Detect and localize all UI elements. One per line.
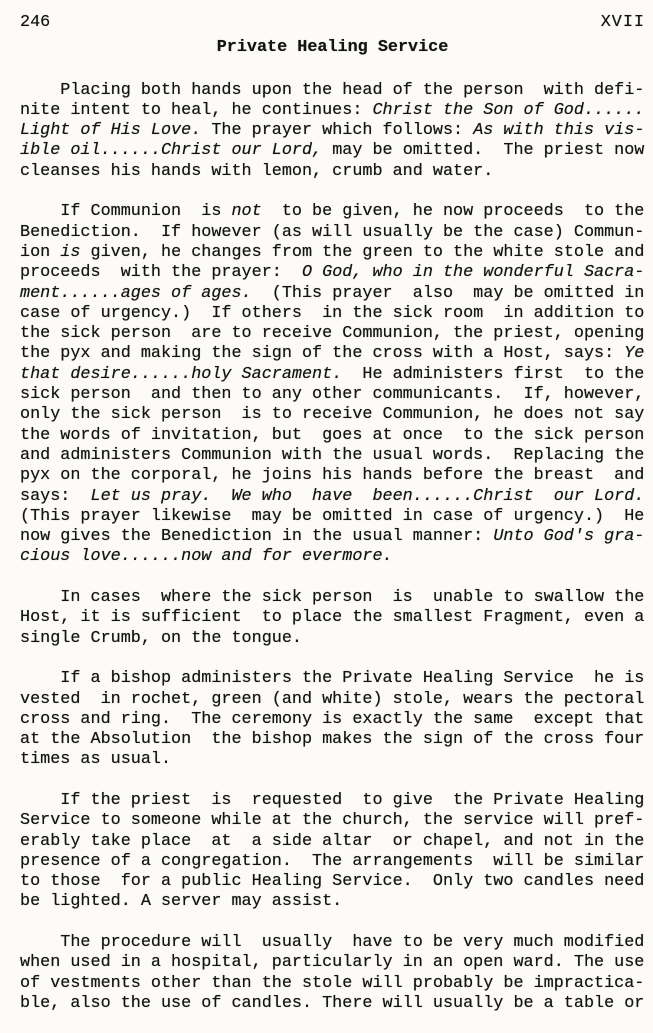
document-body <box>20 81 647 1015</box>
text-line <box>20 892 647 912</box>
italic-text-segment: is <box>60 242 81 262</box>
page-title: Private Healing Service <box>216 38 449 58</box>
italic-text-segment: that desire......holy Sacrament. <box>20 364 343 384</box>
text-line <box>20 750 647 770</box>
text-segment: the pyx and making the sign of the cross with a Host, says: <box>20 344 625 364</box>
text-line <box>20 466 647 486</box>
italic-text-segment: Christ the Son of God...... <box>372 100 645 120</box>
text-line <box>20 791 647 811</box>
text-segment: single Crumb, on the tongue. <box>20 628 302 648</box>
text-line <box>20 162 647 182</box>
text-segment: erably take place at a side altar or chapel, and not in the <box>20 831 645 851</box>
text-segment: of vestments other than the stole will probably be impractica- <box>20 973 645 993</box>
text-line <box>20 974 647 994</box>
page-number: 246 <box>20 13 51 32</box>
text-segment: pyx on the corporal, he joins his hands before the breast and <box>20 466 645 486</box>
text-line <box>20 446 647 466</box>
text-line <box>20 426 647 446</box>
text-line <box>20 487 647 507</box>
italic-text-segment: Let us pray. We who have been......Christ our Lord. <box>90 486 645 506</box>
text-segment: may be omitted. The priest now <box>322 141 645 161</box>
text-segment: Service to someone while at the church, the service will pref- <box>20 811 645 831</box>
italic-text-segment: O God, who in the wonderful Sacra- <box>301 263 645 283</box>
text-segment: case of urgency.) If others in the sick room in addition to <box>20 303 645 323</box>
italic-text-segment: Ye <box>624 344 645 364</box>
text-segment: In cases where the sick person is unable to swallow the <box>20 588 645 608</box>
text-segment: proceeds with the prayer: <box>20 263 302 283</box>
text-line <box>20 304 647 324</box>
text-line <box>20 385 647 405</box>
text-segment: Placing both hands upon the head of the person with defi- <box>20 80 645 100</box>
italic-text-segment: Unto God's gra- <box>493 527 645 547</box>
italic-text-segment: As with this vis- <box>473 121 645 141</box>
text-segment: when used in a hospital, particularly in an open ward. The use <box>20 953 645 973</box>
text-segment: (This prayer also may be omitted in <box>251 283 645 303</box>
text-segment: given, he changes from the green to the white stole and <box>80 242 645 262</box>
text-segment: The prayer which follows: <box>201 121 474 141</box>
text-line <box>20 405 647 425</box>
text-line <box>20 263 647 283</box>
text-line <box>20 608 647 628</box>
text-segment: says: <box>20 486 91 506</box>
italic-text-segment: ment......ages of ages. <box>20 283 252 303</box>
text-line <box>20 933 647 953</box>
text-segment: vested in rochet, green (and white) stole, wears the pectoral <box>20 689 645 709</box>
text-line <box>20 547 647 567</box>
text-line <box>20 365 647 385</box>
text-segment: at the Absolution the bishop makes the sign of the cross four <box>20 730 645 750</box>
text-segment: (This prayer likewise may be omitted in case of urgency.) He <box>20 506 645 526</box>
text-line <box>20 324 647 344</box>
text-line <box>20 121 647 141</box>
page-header <box>20 13 645 33</box>
text-line <box>20 690 647 710</box>
text-segment: Benediction. If however (as will usually be the case) Commun- <box>20 222 645 242</box>
text-segment: nite intent to heal, he continues: <box>20 100 373 120</box>
italic-text-segment: Light of His Love. <box>20 121 202 141</box>
text-segment: The procedure will usually have to be very much modified <box>20 933 645 953</box>
text-line <box>20 832 647 852</box>
text-line <box>20 710 647 730</box>
text-segment: presence of a congregation. The arrangements will be similar <box>20 851 645 871</box>
text-line <box>20 284 647 304</box>
text-line <box>20 872 647 892</box>
text-line <box>20 81 647 101</box>
text-line <box>20 669 647 689</box>
text-segment: ble, also the use of candles. There will usually be a table or <box>20 993 645 1013</box>
text-segment: ion <box>20 242 61 262</box>
text-segment: the sick person are to receive Communion, the priest, opening <box>20 324 645 344</box>
text-line <box>20 852 647 872</box>
italic-text-segment: cious love......now and for evermore. <box>20 547 393 567</box>
italic-text-segment: not <box>231 202 262 222</box>
text-segment: He administers first to the <box>342 364 645 384</box>
text-line <box>20 994 647 1014</box>
text-line <box>20 811 647 831</box>
text-line <box>20 527 647 547</box>
paragraph <box>20 81 647 182</box>
text-line <box>20 202 647 222</box>
text-segment: Host, it is sufficient to place the smallest Fragment, even a <box>20 608 645 628</box>
text-segment: If a bishop administers the Private Healing Service he is <box>20 669 645 689</box>
text-segment: now gives the Benediction in the usual manner: <box>20 527 494 547</box>
text-segment: be lighted. A server may assist. <box>20 892 343 912</box>
italic-text-segment: ible oil......Christ our Lord, <box>20 141 323 161</box>
text-segment: and administers Communion with the usual words. Replacing the <box>20 445 645 465</box>
text-segment: the words of invitation, but goes at once to the sick person <box>20 425 645 445</box>
text-line <box>20 223 647 243</box>
paragraph <box>20 588 647 649</box>
text-segment: only the sick person is to receive Communion, he does not say <box>20 405 645 425</box>
text-segment: cross and ring. The ceremony is exactly the same except that <box>20 709 645 729</box>
paragraph <box>20 202 647 567</box>
text-line <box>20 101 647 121</box>
text-line <box>20 243 647 263</box>
chapter-number: XVII <box>600 13 645 32</box>
text-segment: times as usual. <box>20 750 172 770</box>
text-line <box>20 953 647 973</box>
text-segment: sick person and then to any other communicants. If, however, <box>20 385 645 405</box>
text-line <box>20 588 647 608</box>
text-line <box>20 507 647 527</box>
text-line <box>20 344 647 364</box>
text-line <box>20 141 647 161</box>
paragraph <box>20 933 647 1014</box>
text-segment: cleanses his hands with lemon, crumb and water. <box>20 161 494 181</box>
text-segment: to be given, he now proceeds to the <box>261 202 645 222</box>
paragraph <box>20 791 647 913</box>
paragraph <box>20 669 647 770</box>
text-segment: If the priest is requested to give the Private Healing <box>20 790 645 810</box>
text-line <box>20 629 647 649</box>
text-line <box>20 730 647 750</box>
text-segment: If Communion is <box>20 202 232 222</box>
text-segment: to those for a public Healing Service. Only two candles need <box>20 872 645 892</box>
